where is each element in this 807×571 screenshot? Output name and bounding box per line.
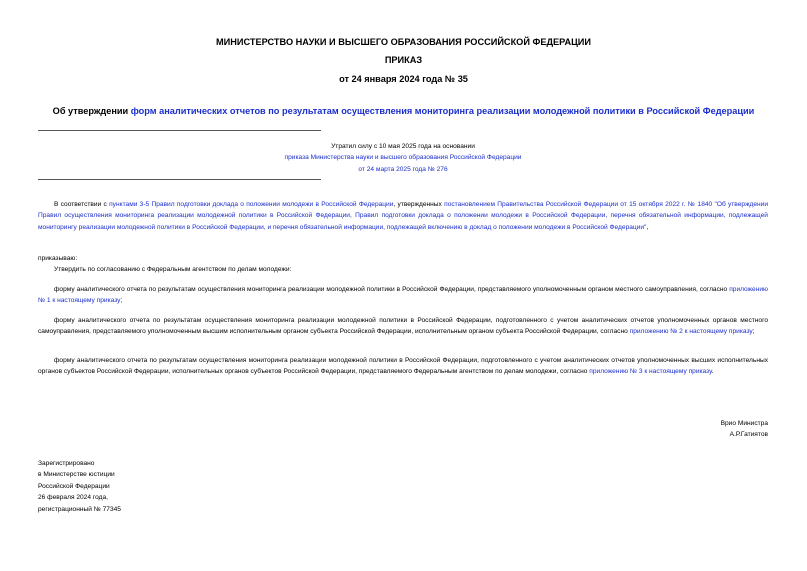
list-item <box>38 355 768 378</box>
preamble-link-resolution[interactable]: постановлением Правительства Российской Федерации от 15 октября 2022 г. № 1840 "Об утверждении Правил осуществления мониторинга реализации молодежной политики в Российской Федерации, Правил подготовки доклада о положении молодежи в Российской Федерации, перечня обязательной информации, подлежащей мониторингу реализации молодежной политики в Российской Федерации, и перечня обязательной информации, подлежащей включению в доклад о положении молодежи в Российской Федерации" <box>38 201 769 231</box>
preamble-text-2: , утвержденных <box>393 201 445 208</box>
registration-line: в Министерстве юстиции <box>38 471 115 479</box>
signature-block <box>600 418 768 441</box>
signature-name: А.Р.Гатиятов <box>729 431 768 439</box>
title-link[interactable]: форм аналитических отчетов по результатам осуществления мониторинга реализации молодежной политики в Российской Федерации <box>130 106 755 116</box>
item-2-end: ; <box>752 328 755 336</box>
item-1-text: форму аналитического отчета по результатам осуществления мониторинга реализации молодежной политики в Российской Федерации, представляемого уполномоченным органом местного самоуправления, согласно <box>54 286 730 293</box>
item-2-link[interactable]: приложению № 2 к настоящему приказу <box>629 328 753 336</box>
list-item <box>38 315 768 338</box>
item-1-end: ; <box>120 297 123 305</box>
date-number-heading: от 24 января 2024 года № 35 <box>339 74 468 84</box>
preamble-text-1: В соответствии с <box>54 201 110 208</box>
signature-position: Врио Министра <box>720 420 768 427</box>
ministry-heading: МИНИСТЕРСТВО НАУКИ И ВЫСШЕГО ОБРАЗОВАНИЯ РОССИЙСКОЙ ФЕДЕРАЦИИ <box>215 37 591 47</box>
preamble-paragraph <box>38 199 768 233</box>
order-word: приказываю: <box>38 255 78 262</box>
preamble-text-3: , <box>646 223 649 231</box>
registration-line: Зарегистрировано <box>38 460 95 467</box>
approve-paragraph: Утвердить по согласованию с Федеральным агентством по делам молодежи: <box>54 266 292 273</box>
registration-line: Российской Федерации <box>38 482 110 490</box>
divider-top <box>38 130 321 131</box>
item-2-text: форму аналитического отчета по результатам осуществления мониторинга реализации молодежной политики в Российской Федерации, подготовленного с учетом аналитических отчетов уполномоченных органов местного самоуправления, представляемого уполномоченным высшим исполнительным органом субъекта Российской Федерации, исполнительным органом субъекта Российской Федерации, согласно <box>38 317 768 336</box>
title-prefix: Об утверждении <box>52 106 131 116</box>
registration-block <box>38 458 238 515</box>
status-note <box>38 141 768 175</box>
doc-type-heading: ПРИКАЗ <box>384 55 423 65</box>
preamble-link-rules[interactable]: пунктами 3-5 Правил подготовки доклада о положении молодежи в Российской Федерации <box>109 201 394 208</box>
divider-bottom <box>38 179 321 180</box>
status-note-link-2[interactable]: от 24 марта 2025 года № 276 <box>358 165 448 173</box>
item-3-text: форму аналитического отчета по результатам осуществления мониторинга реализации молодежной политики в Российской Федерации, подготовленного с учетом аналитических отчетов уполномоченных высших исполнительных органов субъектов Российской Федерации, исполнительных органов субъектов Российской Федерации, представляемого Федеральным агентством по делам молодежи, согласно <box>38 357 768 376</box>
item-1-link[interactable]: приложению № 1 к настоящему приказу <box>38 286 768 305</box>
registration-line: регистрационный № 77345 <box>38 505 121 513</box>
list-item <box>38 284 768 307</box>
status-note-link-1[interactable]: приказа Министерства науки и высшего образования Российской Федерации <box>284 154 522 162</box>
document-title <box>0 106 807 116</box>
registration-line: 26 февраля 2024 года, <box>38 494 108 502</box>
status-note-text: Утратил силу с 10 мая 2025 года на основании <box>331 143 475 150</box>
item-3-end: . <box>711 368 714 376</box>
item-3-link[interactable]: приложению № 3 к настоящему приказу <box>589 368 712 376</box>
